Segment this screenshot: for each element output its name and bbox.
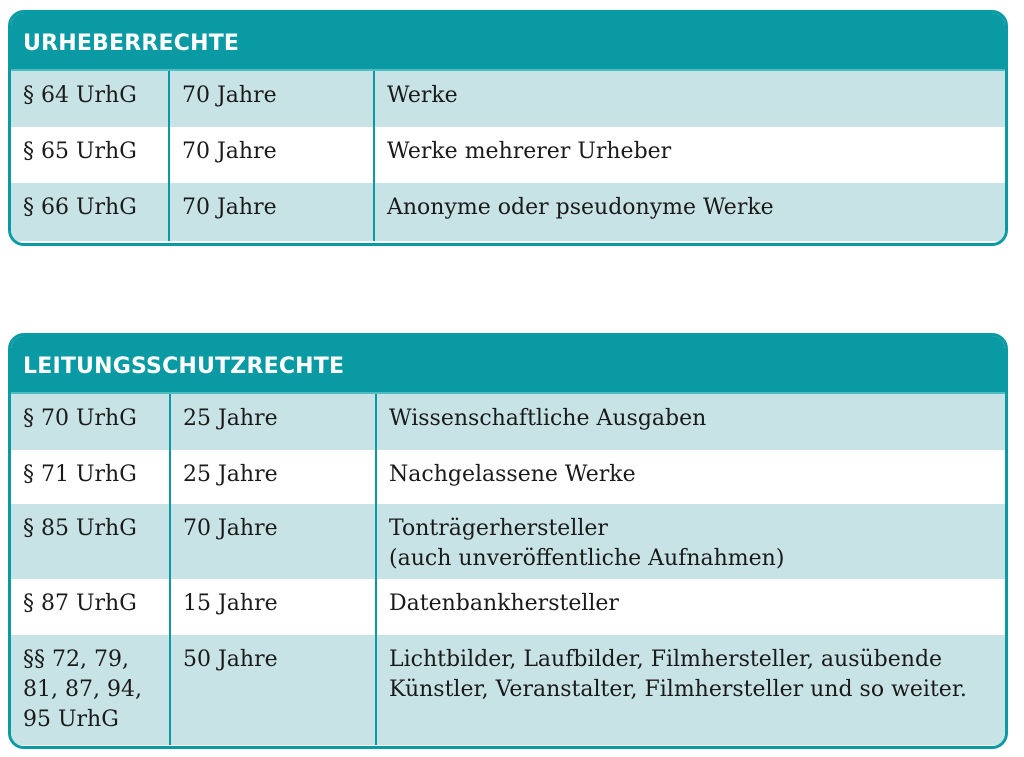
table-row	[11, 183, 1005, 241]
duration-cell: 70 Jahre	[168, 127, 373, 183]
table-row	[11, 504, 1005, 579]
leitungsschutzrechte-table	[8, 333, 1008, 749]
subject-cell: Lichtbilder, Laufbilder, Filmhersteller, ausübende Künstler, Veranstalter, Filmhersteller und so weiter.	[375, 635, 1005, 745]
subject-cell: Werke	[373, 71, 1005, 127]
paragraph-cell: § 65 UrhG	[23, 139, 137, 164]
table-row	[11, 71, 1005, 127]
paragraph-cell: § 71 UrhG	[23, 462, 137, 487]
urheberrechte-header: URHEBERRECHTE	[11, 13, 1005, 71]
duration-cell: 50 Jahre	[169, 635, 375, 745]
duration-cell: 70 Jahre	[169, 504, 375, 579]
paragraph-cell: § 70 UrhG	[23, 406, 137, 431]
subject-cell: Nachgelassene Werke	[375, 450, 1005, 504]
duration-cell: 25 Jahre	[169, 450, 375, 504]
table-row	[11, 127, 1005, 183]
table-row	[11, 635, 1005, 745]
duration-cell: 25 Jahre	[169, 394, 375, 450]
table-row	[11, 394, 1005, 450]
paragraph-cell: § 85 UrhG	[23, 516, 137, 541]
paragraph-cell: § 87 UrhG	[23, 591, 137, 616]
table-row	[11, 579, 1005, 635]
duration-cell: 15 Jahre	[169, 579, 375, 635]
urheberrechte-table	[8, 10, 1008, 246]
duration-cell: 70 Jahre	[168, 183, 373, 241]
paragraph-cell: §§ 72, 79, 81, 87, 94, 95 UrhG	[23, 647, 142, 732]
subject-cell: Tonträgerhersteller (auch unveröffentliche Aufnahmen)	[375, 504, 1005, 579]
leitungsschutzrechte-header: LEITUNGSSCHUTZRECHTE	[11, 336, 1005, 394]
duration-cell: 70 Jahre	[168, 71, 373, 127]
subject-cell: Wissenschaftliche Ausgaben	[375, 394, 1005, 450]
subject-cell: Anonyme oder pseudonyme Werke	[373, 183, 1005, 241]
paragraph-cell: § 66 UrhG	[23, 195, 137, 220]
subject-cell: Werke mehrerer Urheber	[373, 127, 1005, 183]
table-row	[11, 450, 1005, 504]
subject-cell: Datenbankhersteller	[375, 579, 1005, 635]
paragraph-cell: § 64 UrhG	[23, 83, 137, 108]
